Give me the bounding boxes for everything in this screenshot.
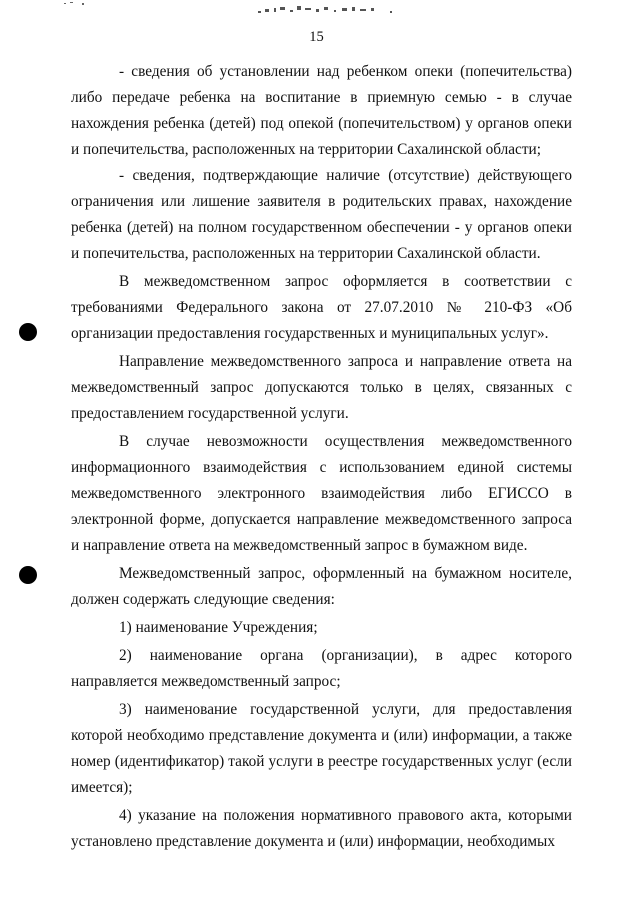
scan-artifact — [250, 2, 400, 18]
paragraph: В межведомственном запрос оформляется в соответствии с требованиями Федерального закона от 27.07.2010 № 210-ФЗ «Об организации предоставления государственных и муниципальных услуг». — [71, 273, 572, 342]
page-number: 15 — [309, 29, 324, 45]
list-item: 1) наименование Учреждения; — [119, 619, 318, 636]
paragraph: В случае невозможности осуществления межведомственного информационного взаимодействия с использованием единой системы межведомственного электронного взаимодействия либо ЕГИССО в электронной форме, допускается направление межведомственного запроса и направление ответа на межведомственный запрос в бумажном виде. — [71, 433, 572, 554]
list-item: 4) указание на положения нормативного правового акта, которыми установлено представление документа и (или) информации, необходимых — [71, 807, 572, 850]
paragraph: Межведомственный запрос, оформленный на бумажном носителе, должен содержать следующие сведения: — [71, 565, 572, 608]
corner-scan-mark — [62, 0, 92, 8]
list-item: 3) наименование государственной услуги, для предоставления которой необходимо представление документа и (или) информации, а также номер (идентификатор) такой услуги в реестре государственных услуг (если имеется); — [71, 701, 572, 796]
paragraph: - сведения, подтверждающие наличие (отсутствие) действующего ограничения или лишение заявителя в родительских правах, нахождение ребенка (детей) на полном государственном обеспечении - у органов опеки и попечительства, расположенных на территории Сахалинской области. — [71, 167, 572, 262]
list-item: 2) наименование органа (организации), в адрес которого направляется межведомственный запрос; — [71, 647, 572, 690]
document-body — [71, 59, 572, 855]
binder-hole — [19, 323, 37, 341]
binder-hole — [19, 566, 37, 584]
paragraph: - сведения об установлении над ребенком опеки (попечительства) либо передаче ребенка на воспитание в приемную семью - в случае нахождения ребенка (детей) под опекой (попечительством) у органов опеки и попечительства, расположенных на территории Сахалинской области; — [71, 63, 572, 158]
paragraph: Направление межведомственного запроса и направление ответа на межведомственный запрос допускаются только в целях, связанных с предоставлением государственной услуги. — [71, 353, 572, 422]
